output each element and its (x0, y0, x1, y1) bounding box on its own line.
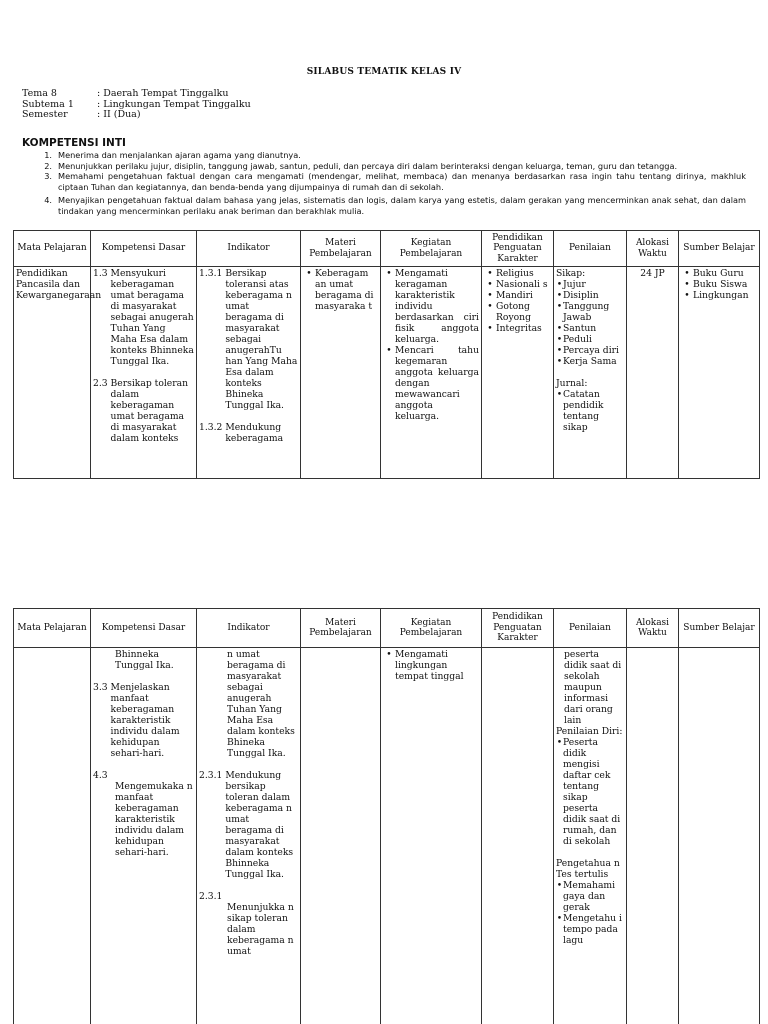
list-item: • Mencari tahu kegemaran anggota keluarga dengan mewawancari anggota keluarga. (386, 345, 479, 422)
syllabus-table-page-1 (13, 230, 760, 479)
page-1 (0, 0, 768, 490)
indikator-item: 2.3.1 Mendukung bersikap toleran dalam keberagama n umat beragama di masyarakat dalam konteks Bhinneka Tunggal Ika. (199, 770, 294, 880)
list-item: • Percaya diri (556, 345, 619, 356)
cell-kompetensi-dasar: Bhinneka Tunggal Ika. 3.3 Menjelaskan manfaat keberagaman karakteristik individu dalam kehidupan sehari-hari. 4.3 Mengemukaka n manfaat keberagaman karakteristik individu dalam kehidupan sehari-hari. (91, 648, 197, 1024)
list-item: • Tanggung Jawab (556, 301, 610, 323)
list-item: • Religius (487, 268, 534, 279)
ki-item: 1. Menerima dan menjalankan ajaran agama yang dianutnya. (44, 150, 301, 160)
header-karakter: Pendidikan Penguatan Karakter (482, 609, 554, 648)
cell-materi (301, 648, 381, 1024)
header-penilaian: Penilaian (554, 231, 627, 267)
document-title: SILABUS TEMATIK KELAS IV (306, 67, 462, 77)
cell-alokasi (627, 648, 679, 1024)
meta-row-subtema: Subtema 1 : Lingkungan Tempat Tinggalku (22, 98, 251, 110)
cell-kompetensi-dasar (91, 267, 197, 479)
list-item: • Buku Guru (684, 268, 744, 279)
list-item: • Kerja Sama (556, 356, 617, 367)
list-item: • Mandiri (487, 290, 533, 301)
list-item: • Jujur (556, 279, 586, 290)
header-mata-pelajaran: Mata Pelajaran (14, 609, 91, 648)
kompetensi-inti-heading: KOMPETENSI INTI (22, 137, 126, 149)
header-indikator: Indikator (197, 231, 301, 267)
header-karakter: Pendidikan Penguatan Karakter (482, 231, 554, 267)
list-item: • Keberagam an umat beragama di masyaraka t (306, 268, 374, 312)
cell-alokasi: 24 JP (627, 267, 679, 479)
list-item: • Santun (556, 323, 597, 334)
list-item: • Integritas (487, 323, 542, 334)
cell-sumber (679, 267, 760, 479)
list-item: • Mengetahu i tempo pada lagu (556, 913, 622, 946)
meta-row-semester: Semester : II (Dua) (22, 109, 141, 120)
ki-item: 3. Memahami pengetahuan faktual dengan cara mengamati (mendengar, melihat, membaca) dan menanya berdasarkan rasa ingin tahu tentang dirinya, makhluk ciptaan Tuhan dan kegiatannya, dan benda-benda yang dijumpainya di rumah dan di sekolah. (44, 171, 746, 192)
header-materi: Materi Pembelajaran (301, 609, 381, 648)
list-item: • Mengamati lingkungan tempat tinggal (386, 649, 464, 682)
list-item: • Peduli (556, 334, 592, 345)
page-2 (0, 607, 768, 1024)
list-item: • Gotong Royong (487, 301, 531, 323)
header-kegiatan: Kegiatan Pembelajaran (381, 609, 482, 648)
kd-item: 4.3 Mengemukaka n manfaat keberagaman karakteristik individu dalam kehidupan sehari-hari. (93, 770, 193, 858)
header-kompetensi-dasar: Kompetensi Dasar (91, 609, 197, 648)
header-kegiatan: Kegiatan Pembelajaran (381, 231, 482, 267)
list-item: • Memahami gaya dan gerak (556, 880, 616, 913)
cell-penilaian: Sikap: • Jujur • Disiplin • Tanggung Jawab • Santun • Peduli • Percaya diri • Kerja Sama Jurnal: • Catatan pendidik tentang sikap (554, 267, 627, 479)
ki-item: 2. Menunjukkan perilaku jujur, disiplin, tanggung jawab, santun, peduli, dan percaya diri dalam berinteraksi dengan keluarga, teman, guru dan tetangga. (44, 160, 678, 171)
cell-sumber (679, 648, 760, 1024)
cell-materi (301, 267, 381, 479)
syllabus-table-page-2 (13, 608, 760, 1024)
kompetensi-inti-list (22, 150, 746, 216)
header-alokasi: Alokasi Waktu (627, 231, 679, 267)
kd-item: 1.3 Mensyukuri keberagaman umat beragama di masyarakat sebagai anugerah Tuhan Yang Maha Esa dalam konteks Bhinneka Tunggal Ika. (93, 268, 194, 367)
list-item: • Mengamati keragaman karakteristik individu berdasarkan ciri fisik anggota keluarga. (386, 268, 479, 345)
kd-item: 3.3 Menjelaskan manfaat keberagaman karakteristik individu dalam kehidupan sehari-hari. (93, 682, 180, 759)
header-indikator: Indikator (197, 609, 301, 648)
table-header-row (14, 609, 760, 648)
list-item: • Lingkungan (684, 290, 749, 301)
cell-kegiatan (381, 267, 482, 479)
list-item: • Peserta didik mengisi daftar cek tentang sikap peserta didik saat di rumah, dan di sekolah (556, 737, 621, 847)
theme-info (22, 89, 251, 121)
header-kompetensi-dasar: Kompetensi Dasar (91, 231, 197, 267)
header-mata-pelajaran: Mata Pelajaran (14, 231, 91, 267)
header-penilaian: Penilaian (554, 609, 627, 648)
cell-indikator (197, 267, 301, 479)
indikator-item: 1.3.1 Bersikap toleransi atas keberagama n umat beragama di masyarakat sebagai anugerahTu han Yang Maha Esa dalam konteks Bhineka Tunggal Ika. (199, 268, 298, 411)
list-item: • Disiplin (556, 290, 599, 301)
cell-mata-pelajaran (14, 648, 91, 1024)
indikator-item: 2.3.1 Menunjukka n sikap toleran dalam keberagama n umat (199, 891, 294, 957)
cell-kegiatan (381, 648, 482, 1024)
indikator-item: 1.3.2 Mendukung keberagama (199, 422, 284, 444)
cell-karakter (482, 267, 554, 479)
header-alokasi: Alokasi Waktu (627, 609, 679, 648)
table-header-row (14, 231, 760, 267)
header-materi: Materi Pembelajaran (301, 231, 381, 267)
header-sumber: Sumber Belajar (679, 231, 760, 267)
header-sumber: Sumber Belajar (679, 609, 760, 648)
table-row (14, 267, 760, 479)
cell-mata-pelajaran: Pendidikan Pancasila dan Kewarganegaraan (14, 267, 91, 479)
list-item: • Catatan pendidik tentang sikap (556, 389, 604, 433)
table-row (14, 648, 760, 1024)
kd-item: 2.3 Bersikap toleran dalam keberagaman umat beragama di masyarakat dalam konteks (93, 378, 189, 444)
list-item: • Nasionali s (487, 279, 548, 290)
meta-row-tema: Tema 8 : Daerah Tempat Tinggalku (22, 88, 229, 99)
cell-penilaian: peserta didik saat di sekolah maupun informasi dari orang lain Penilaian Diri: • Peserta didik mengisi daftar cek tentang sikap peserta didik saat di rumah, dan di sekolah Pengetahua n Tes tertulis • Memahami gaya dan gerak • Mengetahu i tempo pada lagu (554, 648, 627, 1024)
cell-karakter (482, 648, 554, 1024)
cell-indikator: n umat beragama di masyarakat sebagai anugerah Tuhan Yang Maha Esa dalam konteks Bhineka Tunggal Ika. 2.3.1 Mendukung bersikap toleran dalam keberagama n umat beragama di masyarakat dalam konteks Bhinneka Tunggal Ika. 2.3.1 Menunjukka n sikap toleran dalam keberagama n umat (197, 648, 301, 1024)
ki-item: 4. Menyajikan pengetahuan faktual dalam bahasa yang jelas, sistematis dan logis, dalam karya yang estetis, dalam gerakan yang mencerminkan anak sehat, dan dalam tindakan yang mencerminkan perilaku anak beriman dan berakhlak mulia. (44, 195, 746, 216)
list-item: • Buku Siswa (684, 279, 748, 290)
